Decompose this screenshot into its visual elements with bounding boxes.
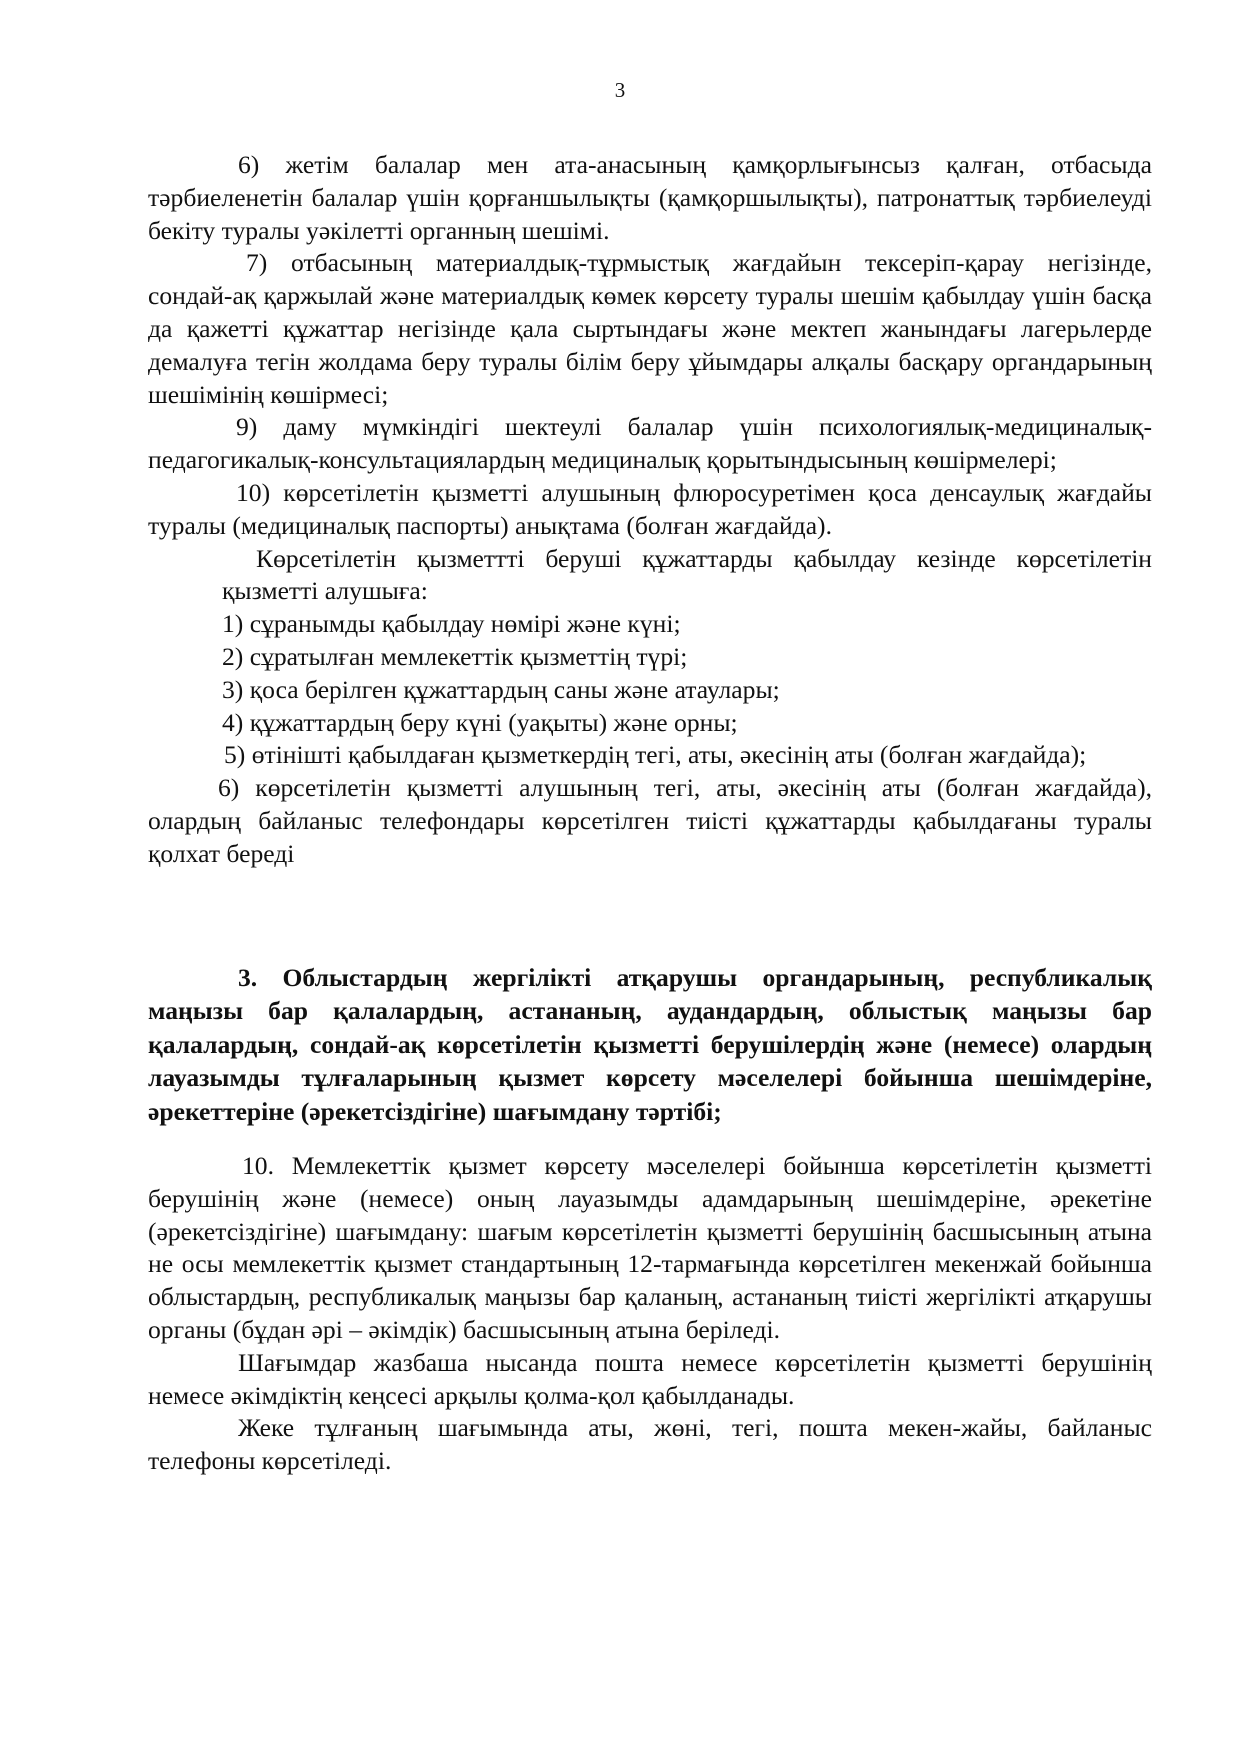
section-3-heading: 3. Облыстардың жергілікті атқарушы органдарының, республикалық маңызы бар қалалардың, астананың, аудандардың, облыстық маңызы бар қалалардың, сондай-ақ көрсетілетін қызметті берушілердің және (немесе) олардың лауазымды тұлғаларының қызмет көрсету мәселелері бойынша шешімдеріне, әрекеттеріне (әрекетсіздігіне) шағымдану тәртібі;	[148, 962, 1152, 1126]
receipt-item-6: 6) көрсетілетін қызметті алушының тегі, аты, әкесінің аты (болған жағдайда), олардың байланыс телефондары көрсетілген тиісті құжаттарды қабылдағаны туралы қолхат береді	[148, 773, 1152, 868]
receipt-item-1: 1) сұранымды қабылдау нөмірі және күні;	[222, 609, 681, 639]
paragraph-item-7: 7) отбасының материалдық-тұрмыстық жағдайын тексеріп-қарау негізінде, сондай-ақ қаржылай және материалдық көмек көрсету туралы шешім қабылдау үшін басқа да қажетті құжаттар негізінде қала сыртындағы және мектеп жанындағы лагерьлерде демалуға тегін жолдама беру туралы білім беру ұйымдары алқалы басқару органдарының шешімінің көшірмесі;	[148, 248, 1152, 409]
section-3-paragraph-individual: Жеке тұлғаның шағымында аты, жөні, тегі, пошта мекен-жайы, байланыс телефоны көрсетіледі.	[148, 1413, 1152, 1476]
paragraph-item-6: 6) жетім балалар мен ата-анасының қамқорлығынсыз қалған, отбасыда тәрбиеленетін балалар үшін қорғаншылықты (қамқоршылықты), патронаттық тәрбиелеуді бекіту туралы уәкілетті органның шешімі.	[148, 150, 1152, 245]
receipt-intro: Көрсетілетін қызметтті беруші құжаттарды қабылдау кезінде көрсетілетін қызметті алушыға:	[222, 543, 1152, 606]
section-3-paragraph-written: Шағымдар жазбаша нысанда пошта немесе көрсетілетін қызметті берушінің немесе әкімдіктің кеңсесі арқылы қолма-қол қабылданады.	[148, 1347, 1152, 1410]
receipt-item-5: 5) өтінішті қабылдаған қызметкердің тегі, аты, әкесінің аты (болған жағдайда);	[224, 740, 1087, 770]
receipt-block	[148, 543, 1152, 740]
paragraph-item-9: 9) даму мүмкіндігі шектеулі балалар үшін психологиялық-медициналық-педагогикалық-консультациялардың медициналық қорытындысының көшірмелері;	[148, 412, 1152, 475]
section-3-paragraph-10: 10. Мемлекеттік қызмет көрсету мәселелері бойынша көрсетілетін қызметті берушінің және (немесе) оның лауазымды адамдарының шешімдеріне, әрекетіне (әрекетсіздігіне) шағымдану: шағым көрсетілетін қызметті берушінің басшысының атына не осы мемлекеттік қызмет стандартының 12-тармағында көрсетілген мекенжай бойынша облыстардың, республикалық маңызы бар қаланың, астананың тиісті жергілікті атқарушы органы (бұдан әрі – әкімдік) басшысының атына беріледі.	[148, 1151, 1152, 1345]
page-number: 3	[614, 78, 626, 102]
receipt-item-2: 2) сұратылған мемлекеттік қызметтің түрі;	[222, 641, 688, 671]
document-body	[148, 149, 1152, 1478]
paragraph-item-10: 10) көрсетілетін қызметті алушының флюросуретімен қоса денсаулық жағдайы туралы (медициналық паспорты) анықтама (болған жағдайда).	[148, 477, 1152, 540]
receipt-item-3: 3) қоса берілген құжаттардың саны және атаулары;	[222, 674, 780, 704]
receipt-item-4: 4) құжаттардың беру күні (уақыты) және орны;	[222, 707, 738, 737]
